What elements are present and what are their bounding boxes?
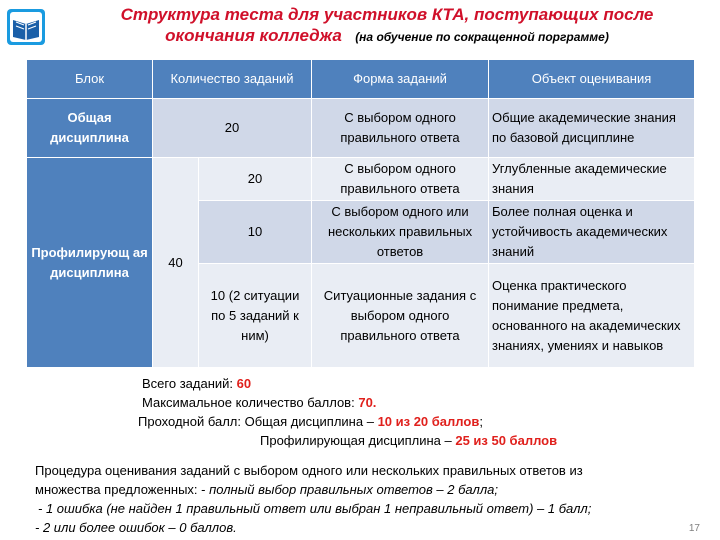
summary-pass-general (138, 413, 483, 431)
test-structure-table (26, 59, 695, 368)
table-header-row (27, 60, 695, 99)
summary-max (142, 394, 376, 412)
count-profile-1: 20 (199, 158, 312, 201)
form-general: С выбором одного правильного ответа (312, 99, 489, 158)
object-profile-2: Более полная оценка и устойчивость академических знаний (489, 201, 695, 264)
header-object: Объект оценивания (489, 60, 695, 99)
page-title (60, 4, 714, 46)
header-form: Форма заданий (312, 60, 489, 99)
object-general: Общие академические знания по базовой дисциплине (489, 99, 695, 158)
block-profile: Профилирующ ая дисциплина (27, 158, 153, 368)
header-block: Блок (27, 60, 153, 99)
count-general: 20 (153, 99, 312, 158)
procedure-line-3: - 1 ошибка (не найден 1 правильный ответ или выбран 1 неправильный ответ) – 1 балл; (38, 501, 592, 516)
summary-pass-general-value: 10 из 20 баллов (377, 414, 480, 429)
procedure-line-2-plain: множества предложенных: - (35, 482, 206, 497)
title-subtitle: (на обучение по сокращенной порграмме) (355, 30, 609, 44)
form-profile-2: С выбором одного или нескольких правильных ответов (312, 201, 489, 264)
procedure-line-4: - 2 или более ошибок – 0 баллов. (35, 520, 237, 535)
title-line-1: Структура теста для участников КТА, поступающих после (120, 5, 654, 24)
count-profile-3: 10 (2 ситуации по 5 заданий к ним) (199, 264, 312, 368)
procedure-text (35, 461, 695, 537)
summary-pass-label: Проходной балл: Общая дисциплина – (138, 414, 374, 429)
procedure-line-2-italic: полный выбор правильных ответов – 2 балла; (209, 482, 499, 497)
summary-pass-profile-value: 25 из 50 баллов (455, 433, 558, 448)
table-row (27, 158, 695, 201)
count-profile-2: 10 (199, 201, 312, 264)
form-profile-1: С выбором одного правильного ответа (312, 158, 489, 201)
table-row (27, 99, 695, 158)
book-logo-icon (6, 8, 46, 46)
summary-total-label: Всего заданий: (142, 376, 234, 391)
summary-total (142, 375, 251, 393)
page-number: 17 (688, 523, 700, 534)
summary-total-value: 60 (236, 376, 252, 391)
summary-max-value: 70. (358, 395, 377, 410)
procedure-line-1: Процедура оценивания заданий с выбором одного или нескольких правильных ответов из (35, 463, 583, 478)
object-profile-3: Оценка практического понимание предмета, основанного на академических знаниях, умениях и навыков (489, 264, 695, 368)
count-profile-total: 40 (153, 158, 199, 368)
object-profile-1: Углубленные академические знания (489, 158, 695, 201)
title-line-2 (60, 25, 714, 46)
summary-pass-profile-label: Профилирующая дисциплина – (260, 433, 452, 448)
header-count: Количество заданий (153, 60, 312, 99)
procedure-line-2 (35, 480, 695, 499)
summary-pass-profile (260, 432, 557, 450)
summary-pass-suffix: ; (479, 414, 483, 429)
title-line-2-main: окончания колледжа (165, 26, 342, 45)
block-general: Общая дисциплина (27, 99, 153, 158)
form-profile-3: Ситуационные задания с выбором одного правильного ответа (312, 264, 489, 368)
summary-max-label: Максимальное количество баллов: (142, 395, 355, 410)
